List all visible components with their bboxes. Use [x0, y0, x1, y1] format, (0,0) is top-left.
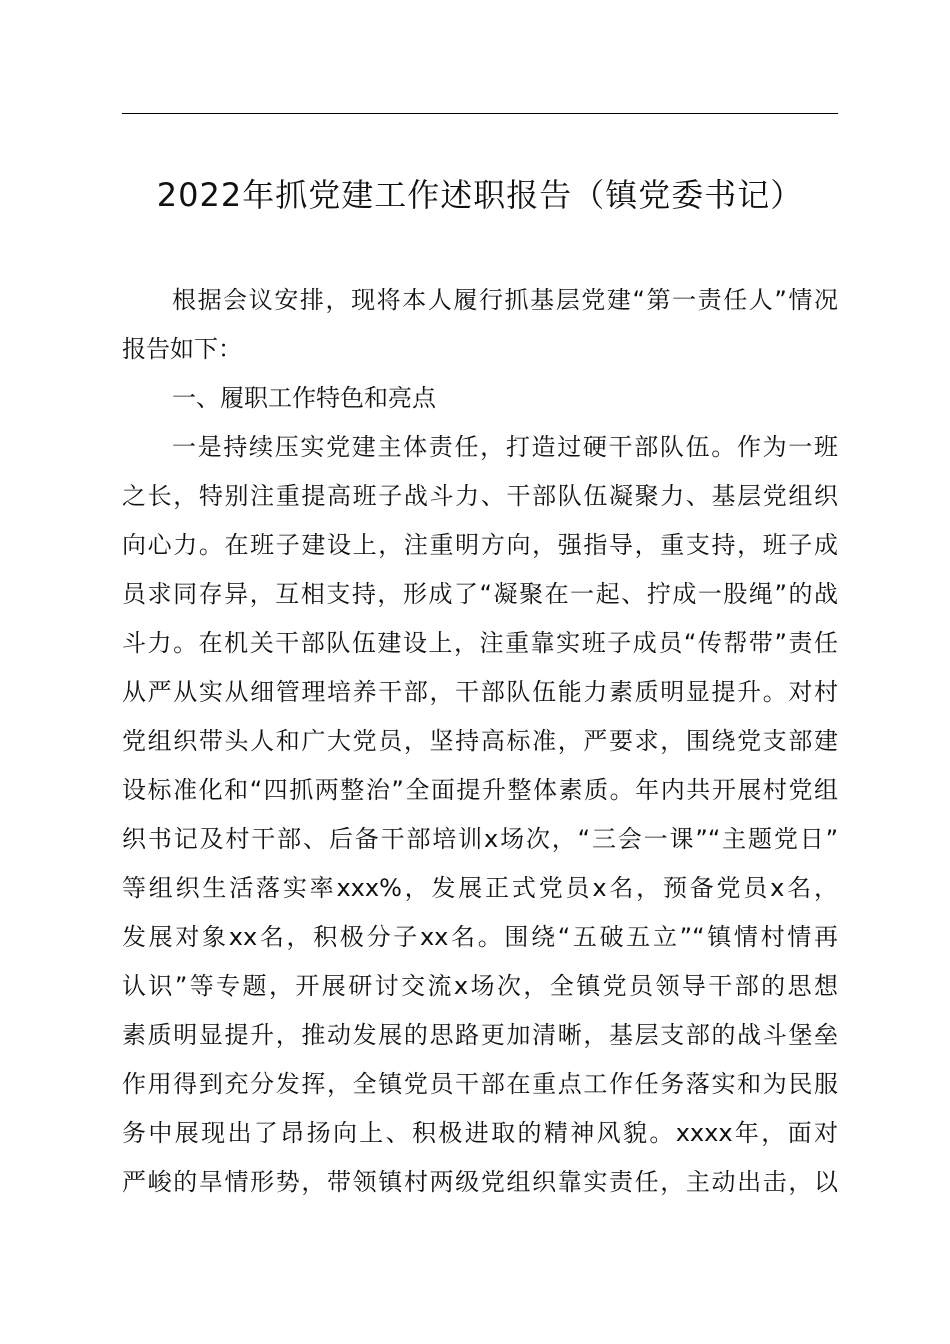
text-line: 素质明显提升，推动发展的思路更加清晰，基层支部的战斗堡垒	[122, 1021, 838, 1049]
paragraph-intro	[122, 276, 838, 374]
text-line: 斗力。在机关干部队伍建设上，注重靠实班子成员“传帮带”责任	[122, 629, 838, 657]
text-line: 一是持续压实党建主体责任，打造过硬干部队伍。作为一班	[172, 433, 838, 461]
text-line: 设标准化和“四抓两整治”全面提升整体素质。年内共开展村党组	[122, 776, 838, 804]
text-line: 等组织生活落实率xxx%，发展正式党员x名，预备党员x名，	[122, 874, 838, 902]
document-title: 2022年抓党建工作述职报告（镇党委书记）	[156, 176, 804, 214]
text-line: 根据会议安排，现将本人履行抓基层党建“第一责任人”情况	[172, 286, 838, 314]
text-line: 作用得到充分发挥，全镇党员干部在重点工作任务落实和为民服	[122, 1070, 838, 1098]
text-line: 务中展现出了昂扬向上、积极进取的精神风貌。xxxx年，面对	[122, 1119, 838, 1147]
section-heading	[122, 374, 838, 423]
text-line: 报告如下：	[122, 335, 242, 363]
text-line: 织书记及村干部、后备干部培训x场次，“三会一课”“主题党日”	[122, 825, 838, 853]
text-line: 员求同存异，互相支持，形成了“凝聚在一起、拧成一股绳”的战	[122, 580, 838, 608]
text-line: 向心力。在班子建设上，注重明方向，强指导，重支持，班子成	[122, 531, 838, 559]
text-line: 从严从实从细管理培养干部，干部队伍能力素质明显提升。对村	[122, 678, 838, 706]
text-line: 认识”等专题，开展研讨交流x场次，全镇党员领导干部的思想	[122, 972, 838, 1000]
text-line: 之长，特别注重提高班子战斗力、干部队伍凝聚力、基层党组织	[122, 482, 838, 510]
text-line: 严峻的旱情形势，带领镇村两级党组织靠实责任，主动出击，以	[122, 1168, 838, 1196]
text-line: 发展对象xx名，积极分子xx名。围绕“五破五立”“镇情村情再	[122, 923, 838, 951]
header-rule	[122, 113, 838, 114]
paragraph-point-1	[122, 423, 838, 1207]
text-line: 党组织带头人和广大党员，坚持高标准，严要求，围绕党支部建	[122, 727, 838, 755]
document-body	[122, 276, 838, 1207]
section-heading-text: 一、履职工作特色和亮点	[172, 384, 436, 412]
